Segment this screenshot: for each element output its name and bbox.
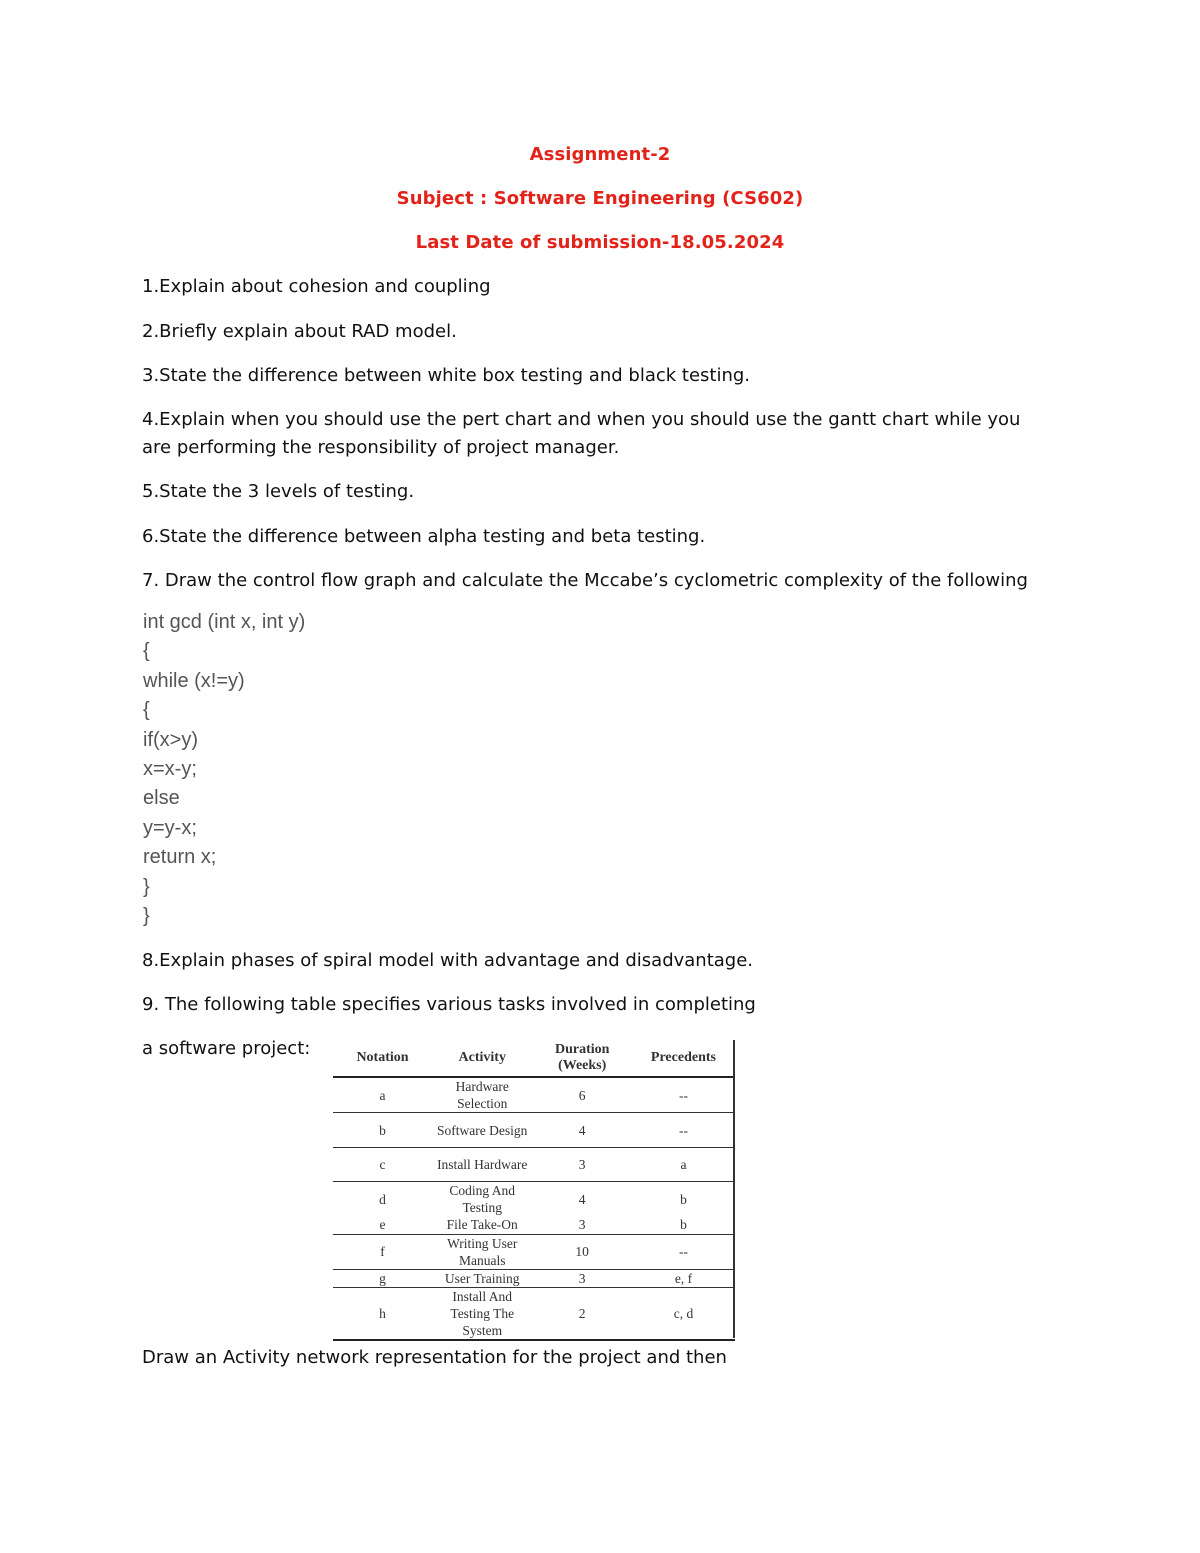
question-2: 2.Briefly explain about RAD model.	[142, 321, 457, 342]
question-9-continued: a software project:	[142, 1038, 311, 1059]
cell-precedents: c, d	[632, 1287, 735, 1340]
cell-precedents: a	[632, 1148, 735, 1182]
question-3: 3.State the difference between white box testing and black testing.	[142, 365, 751, 386]
cell-notation: d	[333, 1182, 432, 1217]
code-line: }	[143, 875, 150, 898]
table-header-row	[333, 1040, 735, 1077]
code-line: {	[143, 699, 150, 722]
cell-precedents: e, f	[632, 1269, 735, 1287]
table-row	[333, 1287, 735, 1340]
question-9: 9. The following table specifies various tasks involved in completing	[142, 994, 756, 1015]
cell-precedents: --	[678, 1087, 688, 1103]
question-5: 5.State the 3 levels of testing.	[142, 481, 415, 502]
table-row	[333, 1148, 735, 1182]
cell-duration: 6	[578, 1087, 586, 1103]
cell-notation: b	[333, 1113, 432, 1148]
code-line: return x;	[143, 846, 217, 869]
task-table	[333, 1040, 735, 1341]
cell-precedents: --	[632, 1234, 735, 1269]
cell-activity: Writing User Manuals	[432, 1234, 532, 1269]
cell-activity: User Training	[432, 1269, 532, 1287]
table-row	[333, 1269, 735, 1287]
cell-activity: Install Hardware	[432, 1148, 532, 1182]
table-row	[333, 1216, 735, 1234]
cell-precedents: --	[632, 1113, 735, 1148]
cell-notation: a	[379, 1087, 386, 1103]
cell-duration: 10	[532, 1234, 631, 1269]
cell-duration: 4	[532, 1113, 631, 1148]
cell-notation: f	[333, 1234, 432, 1269]
assignment-title: Assignment-2	[529, 144, 671, 165]
subject-line: Subject : Software Engineering (CS602)	[396, 188, 804, 209]
code-line: while (x!=y)	[143, 669, 245, 692]
table-row	[333, 1113, 735, 1148]
cell-activity: Coding And Testing	[432, 1182, 532, 1217]
cell-duration: 3	[578, 1217, 586, 1233]
question-6: 6.State the difference between alpha testing and beta testing.	[142, 526, 706, 547]
cell-duration: 3	[532, 1148, 631, 1182]
deadline-line: Last Date of submission-18.05.2024	[415, 232, 785, 253]
cell-duration: 2	[532, 1287, 631, 1340]
cell-duration: 4	[532, 1182, 631, 1217]
header-precedents: Precedents	[632, 1040, 735, 1077]
table-row	[333, 1234, 735, 1269]
question-7: 7. Draw the control flow graph and calculate the Mccabe’s cyclometric complexity of the following	[142, 570, 1028, 591]
cell-activity: File Take-On	[446, 1217, 518, 1233]
cell-activity: Software Design	[432, 1113, 532, 1148]
header-notation: Notation	[333, 1040, 432, 1077]
cell-notation: g	[333, 1269, 432, 1287]
cell-precedents: b	[632, 1182, 735, 1217]
question-1: 1.Explain about cohesion and coupling	[142, 276, 491, 297]
code-line: {	[143, 640, 150, 663]
cell-notation: c	[333, 1148, 432, 1182]
code-line: else	[143, 787, 180, 810]
cell-duration: 3	[532, 1269, 631, 1287]
code-line: if(x>y)	[143, 728, 198, 751]
cell-activity: Install And Testing The System	[432, 1287, 532, 1340]
code-line: y=y-x;	[143, 816, 197, 839]
cell-notation: e	[379, 1217, 386, 1233]
table-row	[333, 1182, 735, 1217]
question-8: 8.Explain phases of spiral model with advantage and disadvantage.	[142, 950, 754, 971]
table-row	[333, 1077, 735, 1113]
code-line: int gcd (int x, int y)	[143, 611, 306, 633]
table-right-border	[733, 1040, 735, 1338]
cell-activity: Hardware Selection	[455, 1079, 509, 1111]
question-4: 4.Explain when you should use the pert chart and when you should use the gantt chart while you are performing the responsibility of project manager.	[142, 409, 1021, 458]
header-activity: Activity	[432, 1040, 532, 1077]
cell-notation: h	[333, 1287, 432, 1340]
header-duration: Duration (Weeks)	[532, 1040, 631, 1077]
question-9-instruction: Draw an Activity network representation for the project and then	[142, 1347, 727, 1368]
gcd-code-block	[143, 608, 305, 931]
code-line: }	[143, 904, 150, 927]
cell-precedents: b	[680, 1217, 687, 1233]
code-line: x=x-y;	[143, 757, 197, 780]
